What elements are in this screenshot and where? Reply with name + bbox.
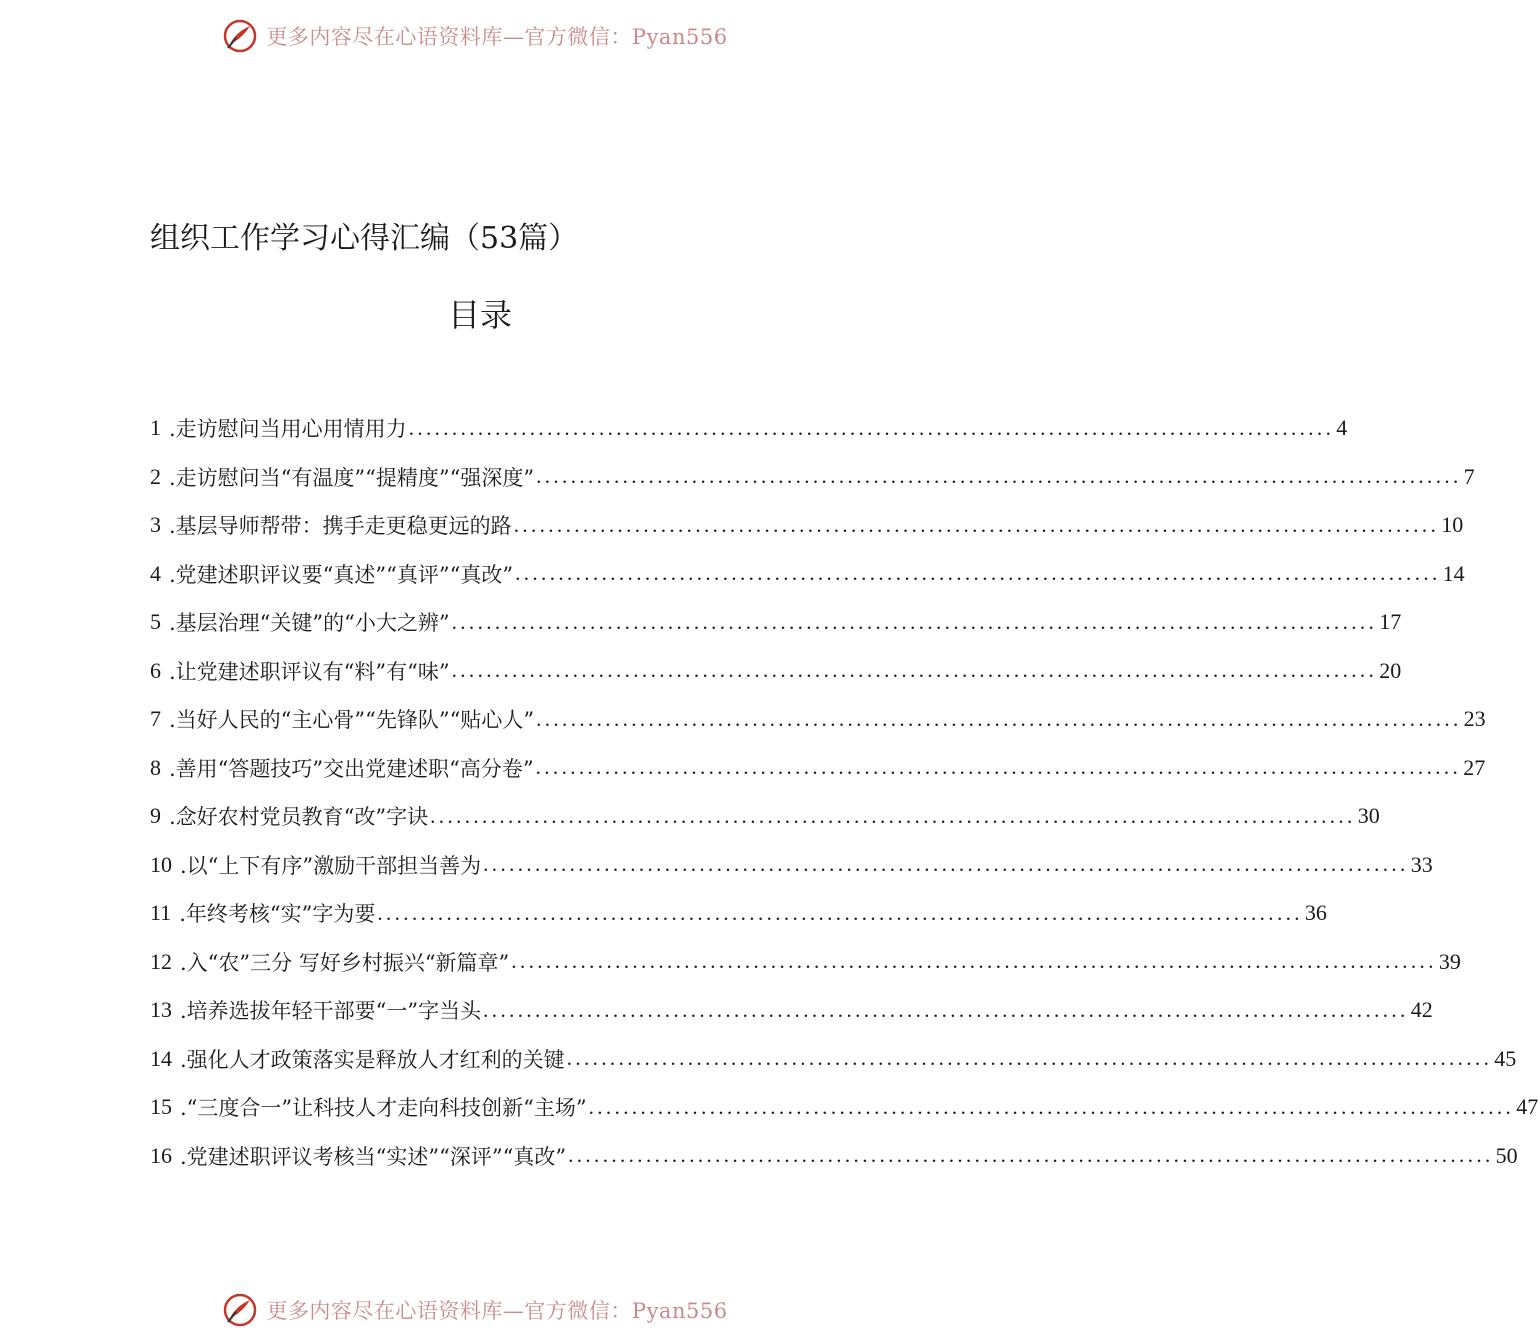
toc-entry-title: .强化人才政策落实是释放人才红利的关键 <box>180 1047 565 1072</box>
toc-entry-page-number: 42 <box>1410 997 1433 1023</box>
toc-entry-number: 7 <box>150 706 161 732</box>
toc-entry-number: 8 <box>150 754 161 780</box>
toc-entry-number: 12 <box>150 948 172 974</box>
toc-entry[interactable] <box>150 501 1464 550</box>
header-banner-text: 更多内容尽在心语资料库—官方微信：Pyan556 <box>266 25 728 49</box>
toc-entry-number: 10 <box>150 851 172 877</box>
toc-entry[interactable] <box>150 404 1348 453</box>
toc-entry-page-number: 4 <box>1336 415 1348 441</box>
toc-entry[interactable] <box>150 1083 1538 1132</box>
toc-entry-leader-dots <box>514 513 1440 538</box>
toc-entry-leader-dots <box>536 464 1462 489</box>
toc-entry-number: 3 <box>150 512 161 538</box>
toc-entry-page-number: 23 <box>1463 706 1486 732</box>
toc-entry-page-number: 33 <box>1410 851 1433 877</box>
toc-entry-leader-dots <box>452 610 1378 635</box>
toc-entry[interactable] <box>150 1132 1518 1181</box>
toc-entry[interactable] <box>150 986 1433 1035</box>
feather-pen-logo-icon <box>222 1292 258 1328</box>
toc-entry-title: .培养选拔年轻干部要“一”字当头 <box>180 999 482 1024</box>
toc-entry-page-number: 30 <box>1357 803 1380 829</box>
toc-entry-number: 1 <box>150 415 161 441</box>
toc-entry-title: .走访慰问当“有温度”“提精度”“强深度” <box>169 465 535 490</box>
footer-banner <box>0 1288 950 1332</box>
toc-entry-title: .入“农”三分 写好乡村振兴“新篇章” <box>180 950 510 975</box>
toc-entry-leader-dots <box>483 998 1409 1023</box>
header-banner <box>0 14 950 58</box>
toc-entry[interactable] <box>150 1035 1517 1084</box>
toc-entry-title: .党建述职评议要“真述”“真评”“真改” <box>169 562 514 587</box>
toc-entry-number: 5 <box>150 609 161 635</box>
toc-entry-page-number: 36 <box>1304 900 1327 926</box>
toc-entry-title: .基层治理“关键”的“小大之辨” <box>169 611 450 636</box>
toc-entry[interactable] <box>150 889 1327 938</box>
toc-entry-title: .年终考核“实”字为要 <box>179 902 376 927</box>
toc-entry[interactable] <box>150 598 1402 647</box>
toc-entry-leader-dots <box>409 416 1335 441</box>
toc-entry-number: 9 <box>150 803 161 829</box>
toc-entry[interactable] <box>150 792 1380 841</box>
toc-entry-number: 13 <box>150 997 172 1023</box>
toc-entry-page-number: 50 <box>1495 1142 1518 1168</box>
feather-pen-logo-icon <box>222 18 258 54</box>
toc-entry-leader-dots <box>377 901 1303 926</box>
document-title: 组织工作学习心得汇编（53篇） <box>150 221 579 256</box>
toc-entry-number: 2 <box>150 463 161 489</box>
toc-entry-number: 4 <box>150 560 161 586</box>
toc-entry-title: .基层导师帮带：携手走更稳更远的路 <box>169 514 512 539</box>
toc-entry-number: 6 <box>150 657 161 683</box>
toc-entry-page-number: 7 <box>1463 463 1475 489</box>
toc-entry-title: .当好人民的“主心骨”“先锋队”“贴心人” <box>169 708 535 733</box>
toc-entry-leader-dots <box>515 561 1441 586</box>
toc-entry-leader-dots <box>536 707 1462 732</box>
toc-entry-number: 15 <box>150 1094 172 1120</box>
toc-entry-page-number: 47 <box>1516 1094 1538 1120</box>
toc-entry-number: 16 <box>150 1142 172 1168</box>
toc-entry-page-number: 10 <box>1441 512 1464 538</box>
toc-entry[interactable] <box>150 695 1486 744</box>
toc-entry-page-number: 17 <box>1379 609 1402 635</box>
toc-entry-leader-dots <box>568 1143 1494 1168</box>
toc-entry-title: .以“上下有序”激励干部担当善为 <box>180 853 482 878</box>
toc-entry-page-number: 27 <box>1463 754 1486 780</box>
toc-entry-page-number: 14 <box>1442 560 1465 586</box>
toc-entry-leader-dots <box>567 1046 1493 1071</box>
table-of-contents <box>150 404 1538 1180</box>
toc-entry-title: .党建述职评议考核当“实述”“深评”“真改” <box>180 1144 567 1169</box>
toc-entry-title: .善用“答题技巧”交出党建述职“高分卷” <box>169 756 534 781</box>
toc-entry-leader-dots <box>430 804 1356 829</box>
toc-entry[interactable] <box>150 453 1475 502</box>
toc-heading: 目录 <box>447 296 512 334</box>
toc-entry[interactable] <box>150 744 1486 793</box>
toc-entry-page-number: 20 <box>1379 657 1402 683</box>
toc-entry-title: .让党建述职评议有“料”有“味” <box>169 659 450 684</box>
toc-entry-page-number: 39 <box>1438 948 1461 974</box>
toc-entry-leader-dots <box>536 755 1462 780</box>
footer-banner-text: 更多内容尽在心语资料库—官方微信：Pyan556 <box>266 1299 728 1323</box>
toc-entry[interactable] <box>150 841 1433 890</box>
toc-entry[interactable] <box>150 647 1402 696</box>
toc-entry[interactable] <box>150 938 1461 987</box>
toc-entry-leader-dots <box>589 1095 1515 1120</box>
toc-entry-title: .念好农村党员教育“改”字诀 <box>169 805 429 830</box>
toc-entry-title: .“三度合一”让科技人才走向科技创新“主场” <box>180 1096 587 1121</box>
toc-entry-title: .走访慰问当用心用情用力 <box>169 417 407 442</box>
toc-entry[interactable] <box>150 550 1465 599</box>
toc-entry-leader-dots <box>483 852 1409 877</box>
toc-entry-number: 11 <box>150 900 172 926</box>
toc-entry-page-number: 45 <box>1494 1045 1517 1071</box>
toc-entry-leader-dots <box>511 949 1437 974</box>
toc-entry-number: 14 <box>150 1045 172 1071</box>
toc-entry-leader-dots <box>452 658 1378 683</box>
